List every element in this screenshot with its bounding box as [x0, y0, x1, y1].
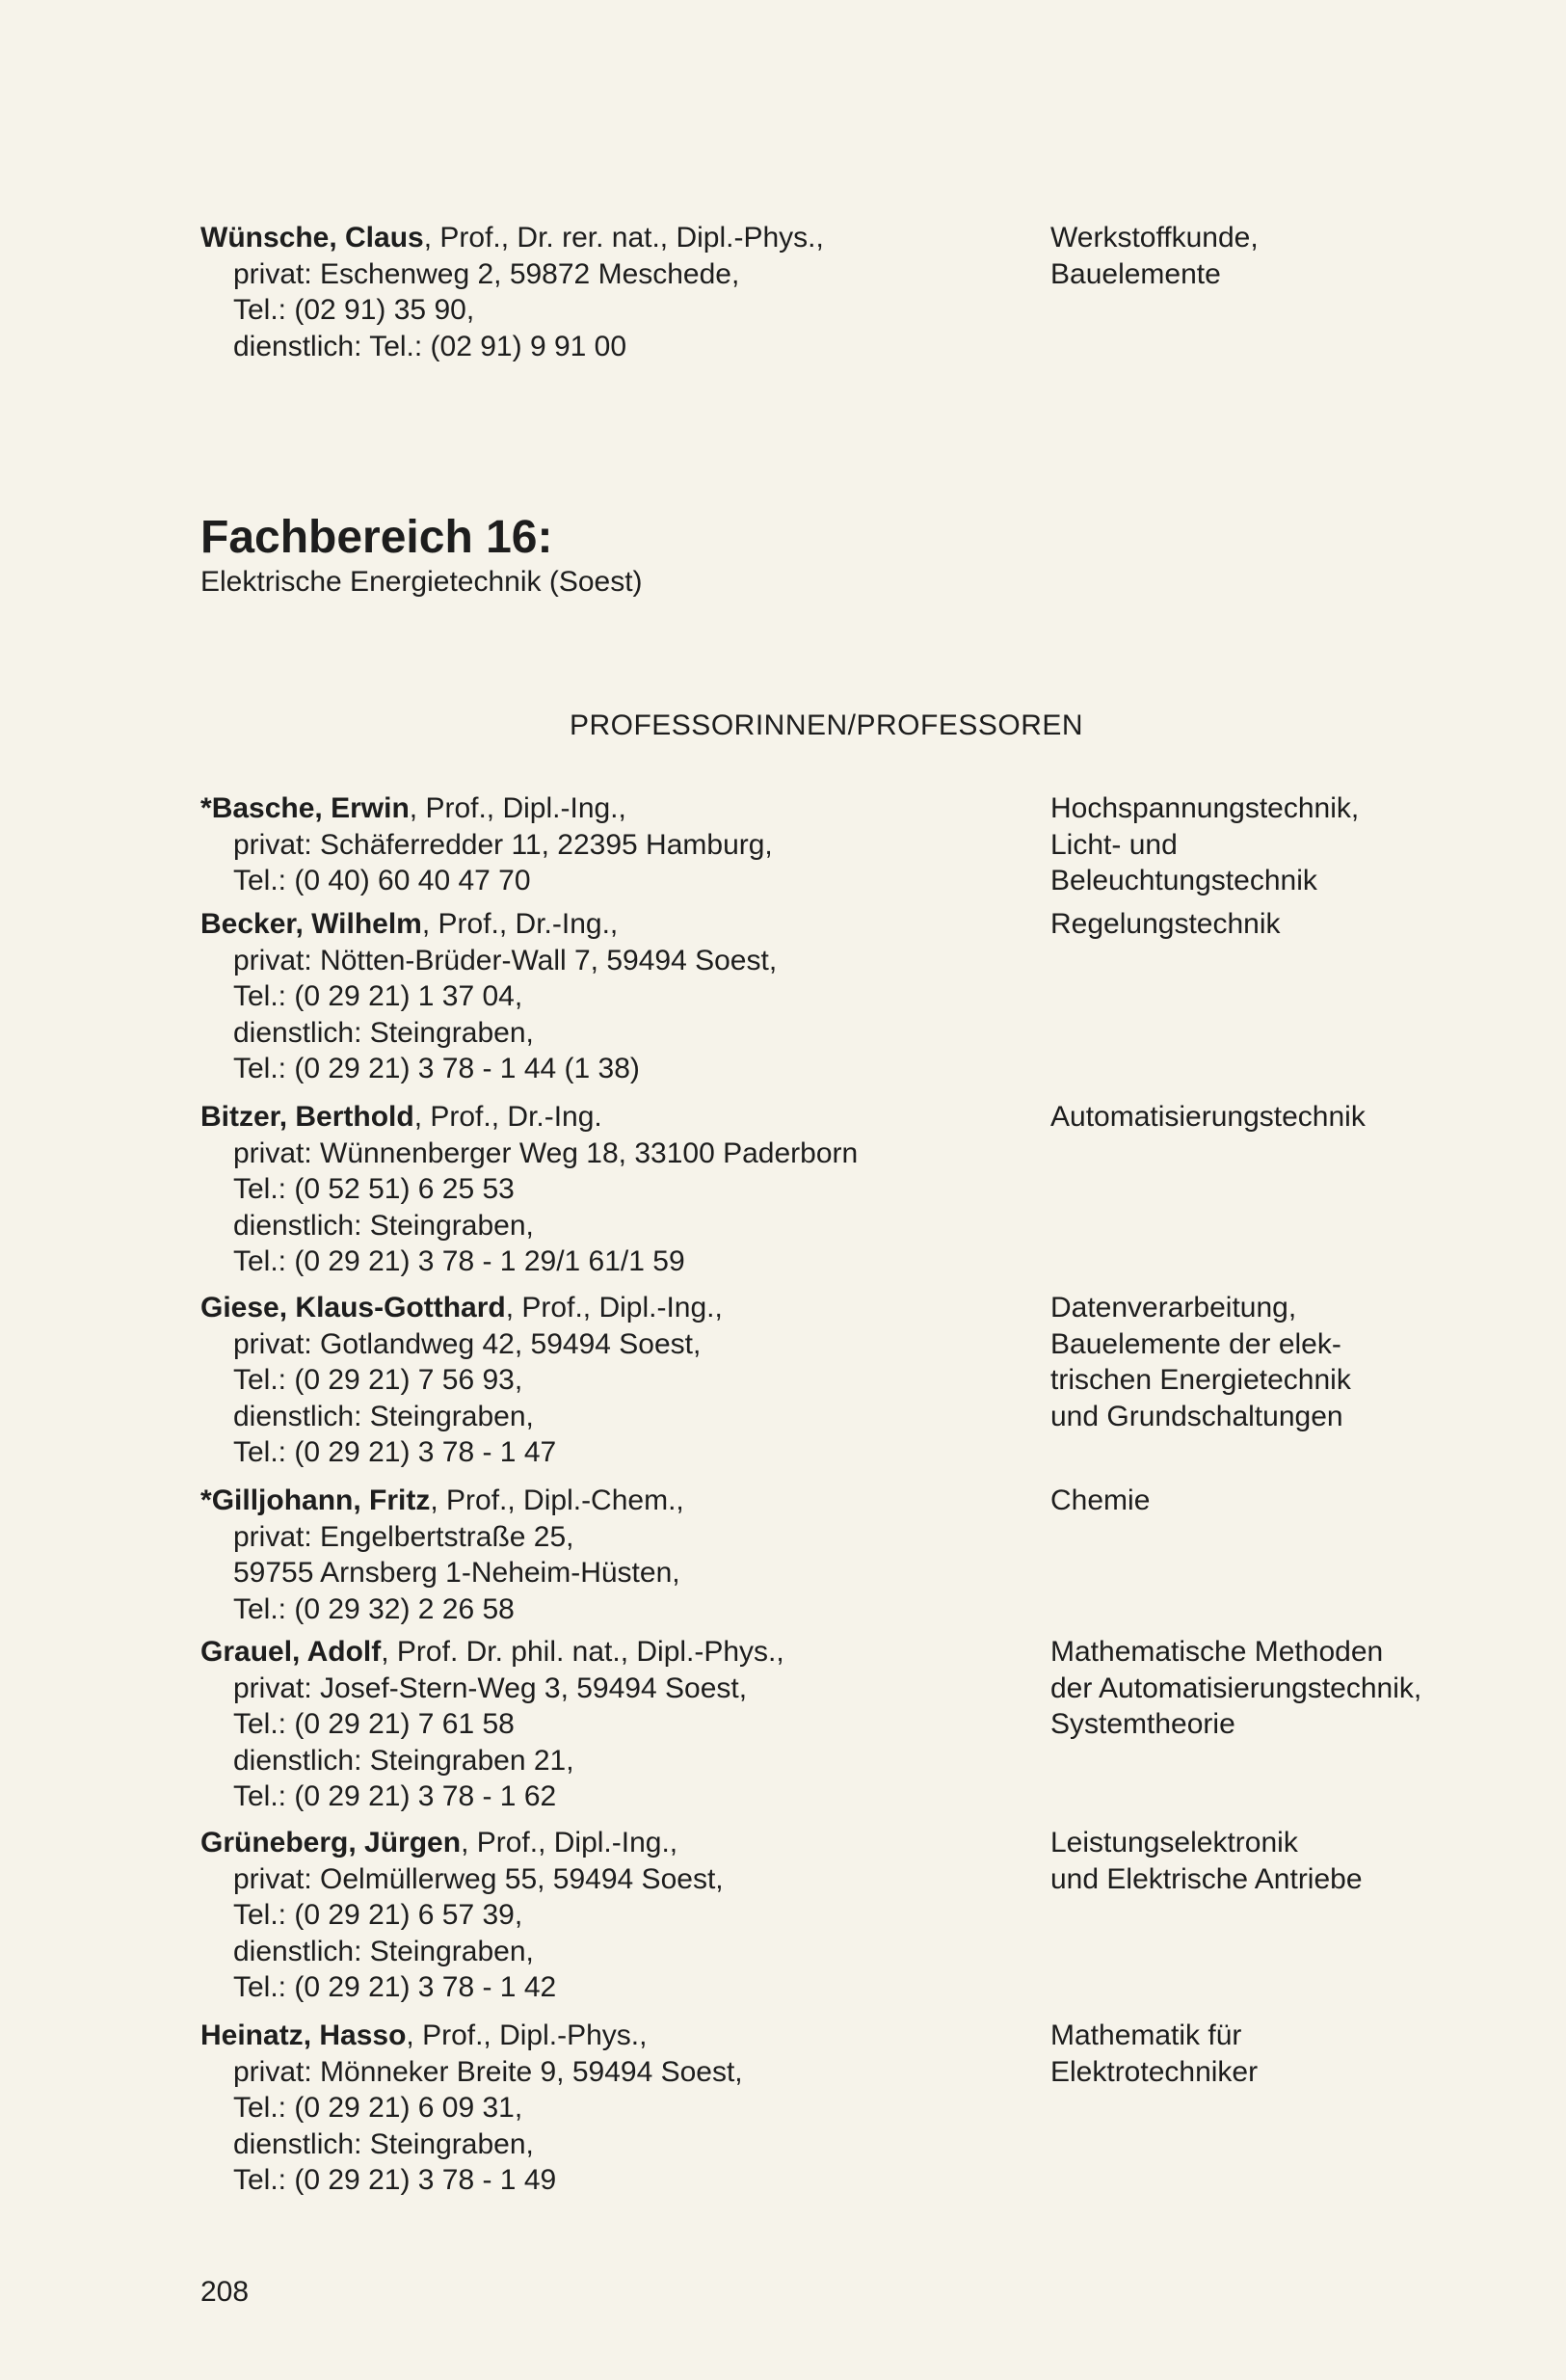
professor-contact [200, 1290, 1029, 1471]
subject-line: Regelungstechnik [1050, 908, 1281, 940]
professor-name: Becker, Wilhelm [200, 908, 422, 940]
professor-contact-line: Tel.: (0 29 21) 3 78 - 1 47 [233, 1436, 557, 1468]
professor-header-line [200, 1290, 1029, 1326]
professor-contact-line: Tel.: (0 29 21) 3 78 - 1 29/1 61/1 59 [233, 1245, 685, 1277]
professor-given-name: Wilhelm [311, 908, 422, 940]
professor-given-name: Hasso [319, 2019, 407, 2051]
professor-surname: Heinatz [200, 2019, 304, 2051]
professor-header-line [200, 790, 1029, 827]
professor-subjects [1050, 1099, 1455, 1136]
page-number: 208 [200, 2276, 250, 2308]
department-subheading: Elektrische Energietechnik (Soest) [200, 566, 643, 598]
professor-surname: Gilljohann [211, 1484, 354, 1516]
professor-contact-line: privat: Engelbertstraße 25, [233, 1520, 574, 1553]
entry-line: Tel.: (02 91) 35 90, [233, 294, 475, 326]
professor-subjects [1050, 1483, 1455, 1519]
professor-header-line [200, 1483, 1029, 1519]
entry-subjects [1050, 220, 1455, 292]
subject-line: Leistungselektronik [1050, 1827, 1298, 1859]
subject-line: Hochspannungstechnik, [1050, 792, 1360, 824]
professor-given-name: Jürgen [364, 1827, 462, 1859]
subject-line: Werkstoffkunde, [1050, 222, 1259, 254]
professor-given-name: Fritz [369, 1484, 431, 1516]
subject-line: Datenverarbeitung, [1050, 1292, 1297, 1324]
subject-line: und Elektrische Antriebe [1050, 1862, 1363, 1895]
professor-contact-line: dienstlich: Steingraben 21, [233, 1744, 574, 1777]
professor-contact-line: privat: Wünnenberger Weg 18, 33100 Paderborn [233, 1137, 859, 1169]
professor-title: , Prof., Dipl.-Phys., [406, 2019, 648, 2051]
professor-contact [200, 906, 1029, 1087]
entry-title: , Prof., Dr. rer. nat., Dipl.-Phys., [423, 222, 824, 254]
professor-surname: Grüneberg [200, 1827, 349, 1859]
professor-contact-line: dienstlich: Steingraben, [233, 1016, 534, 1049]
section-label: PROFESSORINNEN/PROFESSOREN [569, 709, 1084, 741]
professor-subjects [1050, 790, 1455, 899]
professor-contact-line: privat: Oelmüllerweg 55, 59494 Soest, [233, 1862, 724, 1895]
professor-contact-line: Tel.: (0 29 32) 2 26 58 [233, 1592, 515, 1625]
entry-contact [200, 220, 1029, 364]
professor-title: , Prof., Dipl.-Ing., [505, 1292, 723, 1324]
subject-line: Beleuchtungstechnik [1050, 865, 1317, 896]
professor-contact-line: Tel.: (0 29 21) 3 78 - 1 42 [233, 1971, 557, 2003]
professor-contact [200, 2018, 1029, 2199]
subject-line: Elektrotechniker [1050, 2055, 1259, 2088]
professor-header-line [200, 1825, 1029, 1861]
subject-line: Automatisierungstechnik [1050, 1101, 1366, 1133]
professor-contact-line: Tel.: (0 40) 60 40 47 70 [233, 865, 531, 896]
professor-contact-line: Tel.: (0 29 21) 3 78 - 1 44 (1 38) [233, 1053, 640, 1084]
professor-contact-line: Tel.: (0 29 21) 7 56 93, [233, 1364, 523, 1396]
professor-contact-line: privat: Schäferredder 11, 22395 Hamburg, [233, 828, 773, 861]
subject-line: trischen Energietechnik [1050, 1364, 1351, 1396]
professor-given-name: Berthold [295, 1101, 414, 1133]
subject-line: Mathematik für [1050, 2019, 1242, 2051]
professor-title: , Prof., Dipl.-Ing., [461, 1827, 678, 1859]
professor-header-line [200, 906, 1029, 943]
professor-surname: Bitzer [200, 1101, 279, 1133]
professor-subjects [1050, 2018, 1455, 2090]
professor-surname: Grauel [200, 1636, 293, 1668]
entry-line: privat: Eschenweg 2, 59872 Meschede, [233, 257, 740, 290]
professor-given-name: Adolf [306, 1636, 382, 1668]
professor-title: , Prof., Dr.-Ing., [421, 908, 619, 940]
professor-name: Grüneberg, Jürgen [200, 1827, 462, 1859]
entry-line: dienstlich: Tel.: (02 91) 9 91 00 [233, 330, 627, 362]
professor-contact-line: dienstlich: Steingraben, [233, 1209, 534, 1242]
subject-line: Mathematische Methoden [1050, 1636, 1384, 1668]
professor-prefix: * [200, 792, 212, 824]
professor-contact [200, 1099, 1029, 1280]
professor-header-line [200, 1634, 1029, 1671]
professor-contact-line: dienstlich: Steingraben, [233, 1935, 534, 1967]
subject-line: Licht- und [1050, 828, 1178, 861]
professor-contact-line: privat: Nötten-Brüder-Wall 7, 59494 Soest, [233, 944, 778, 976]
professor-contact [200, 790, 1029, 899]
professor-contact-line: privat: Mönneker Breite 9, 59494 Soest, [233, 2055, 743, 2088]
subject-line: Bauelemente [1050, 257, 1221, 290]
entry-header-line [200, 220, 1029, 256]
professor-contact [200, 1634, 1029, 1815]
professor-given-name: Erwin [331, 792, 410, 824]
subject-line: der Automatisierungstechnik, [1050, 1671, 1422, 1704]
entry-name: Wünsche, Claus [200, 222, 424, 254]
professor-contact-line: Tel.: (0 52 51) 6 25 53 [233, 1173, 515, 1205]
professor-prefix: * [200, 1484, 212, 1516]
professor-title: , Prof., Dipl.-Ing., [409, 792, 626, 824]
professor-name: Heinatz, Hasso [200, 2019, 407, 2051]
professor-contact-line: Tel.: (0 29 21) 1 37 04, [233, 980, 523, 1012]
professor-contact-line: 59755 Arnsberg 1-Neheim-Hüsten, [233, 1557, 680, 1589]
professor-given-name: Klaus-Gotthard [295, 1292, 506, 1324]
professor-header-line [200, 1099, 1029, 1136]
professor-contact-line: dienstlich: Steingraben, [233, 1400, 534, 1432]
professor-name: *Basche, Erwin [200, 792, 410, 824]
professor-contact-line: privat: Josef-Stern-Weg 3, 59494 Soest, [233, 1671, 748, 1704]
professor-header-line [200, 2018, 1029, 2054]
professor-contact-line: dienstlich: Steingraben, [233, 2127, 534, 2160]
professor-subjects [1050, 1825, 1455, 1897]
professor-title: , Prof. Dr. phil. nat., Dipl.-Phys., [381, 1636, 784, 1668]
subject-line: Chemie [1050, 1484, 1151, 1516]
professor-contact-line: Tel.: (0 29 21) 3 78 - 1 49 [233, 2164, 557, 2196]
subject-line: Bauelemente der elek- [1050, 1327, 1341, 1360]
professor-contact-line: Tel.: (0 29 21) 7 61 58 [233, 1708, 515, 1740]
professor-contact-line: Tel.: (0 29 21) 6 09 31, [233, 2092, 523, 2124]
professor-contact-line: Tel.: (0 29 21) 3 78 - 1 62 [233, 1780, 557, 1812]
professor-contact-line: Tel.: (0 29 21) 6 57 39, [233, 1899, 523, 1931]
professor-name: Giese, Klaus-Gotthard [200, 1292, 506, 1324]
subject-line: und Grundschaltungen [1050, 1400, 1343, 1432]
professor-name: Bitzer, Berthold [200, 1101, 414, 1133]
subject-line: Systemtheorie [1050, 1708, 1235, 1740]
professor-title: , Prof., Dipl.-Chem., [430, 1484, 684, 1516]
department-heading: Fachbereich 16: [200, 512, 553, 563]
professor-name: *Gilljohann, Fritz [200, 1484, 431, 1516]
professor-surname: Becker [200, 908, 296, 940]
professor-subjects [1050, 1634, 1455, 1743]
professor-surname: Basche [211, 792, 315, 824]
professor-subjects [1050, 1290, 1455, 1434]
professor-surname: Giese [200, 1292, 279, 1324]
professor-subjects [1050, 906, 1455, 943]
professor-contact-line: privat: Gotlandweg 42, 59494 Soest, [233, 1327, 702, 1360]
professor-title: , Prof., Dr.-Ing. [413, 1101, 602, 1133]
professor-contact [200, 1483, 1029, 1627]
professor-contact [200, 1825, 1029, 2006]
professor-name: Grauel, Adolf [200, 1636, 382, 1668]
